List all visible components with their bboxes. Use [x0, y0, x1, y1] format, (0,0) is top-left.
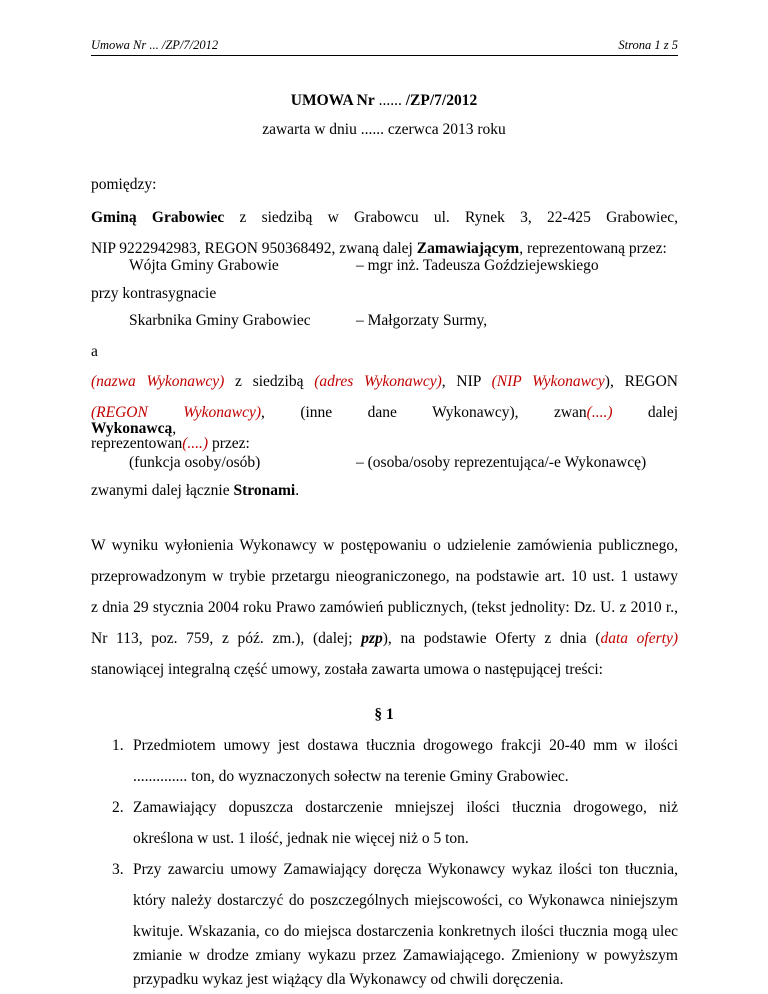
page-header [91, 38, 678, 56]
party2-line1: (nazwa Wykonawcy) z siedzibą (adres Wykonawcy), NIP (NIP Wykonawcy), REGON [91, 373, 678, 390]
header-page-number: Strona 1 z 5 [618, 38, 678, 52]
party1-rep2-role: Skarbnika Gminy Grabowiec [129, 312, 311, 329]
item-line: Przedmiotem umowy jest dostawa tłucznia drogowego frakcji 20-40 mm w ilości [133, 737, 678, 754]
intro-line4: Nr 113, poz. 759, z póź. zm.), (dalej; pzp), na podstawie Oferty z dnia (data oferty) [91, 630, 678, 647]
contract-title: UMOWA Nr ...... /ZP/7/2012 [290, 92, 478, 109]
party1-rep2-name: – Małgorzaty Surmy, [356, 312, 488, 329]
item-line: kwituje. Wskazania, co do miejsca dostarczenia konkretnych ilości tłucznia mogą ulec [133, 923, 678, 940]
item-line: określona w ust. 1 ilość, jednak nie więcej niż o 5 ton. [133, 830, 469, 847]
item-line: który należy dostarczyć do poszczególnych miejscowości, co Wykonawca niniejszym [133, 892, 678, 909]
party1-line1: Gminą Grabowiec z siedzibą w Grabowcu ul. Rynek 3, 22-425 Grabowiec, [91, 209, 678, 226]
header-contract-number: Umowa Nr ... /ZP/7/2012 [91, 38, 219, 52]
party1-line2: NIP 9222942983, REGON 950368492, zwaną dalej Zamawiającym, reprezentowaną przez: [91, 240, 667, 257]
party2-line3: reprezentowan(....) przez: [91, 435, 250, 452]
jointly-label: zwanymi dalej łącznie Stronami. [91, 482, 300, 499]
intro-line5: stanowiącej integralną część umowy, została zawarta umowa o następującej treści: [91, 661, 603, 678]
contract-subtitle: zawarta w dniu ...... czerwca 2013 roku [262, 121, 506, 138]
item-line: przypadku wykaz jest wiążący dla Wykonawcy od chwili doręczenia. [133, 971, 564, 988]
intro-line2: przeprowadzonym w trybie przetargu nieograniczonego, na podstawie art. 10 ust. 1 ustawy [91, 568, 678, 585]
between-label: pomiędzy: [91, 176, 157, 193]
intro-line3: z dnia 29 stycznia 2004 roku Prawo zamówień publicznych, (tekst jednolity: Dz. U. z 2010 r., [91, 599, 678, 616]
countersign-label: przy kontrasygnacie [91, 285, 217, 302]
item-number: 3. [112, 861, 124, 878]
item-line: zmianie w drodze zmiany wykazu przez Zamawiającego. Zmieniony w powyższym [133, 947, 678, 964]
party2-rep-name: – (osoba/osoby reprezentująca/-e Wykonawcę) [356, 454, 647, 471]
party2-line2: (REGON Wykonawcy), (inne dane Wykonawcy), zwan(....) dalej Wykonawcą, [91, 404, 679, 437]
party2-rep-role: (funkcja osoby/osób) [129, 454, 261, 471]
intro-line1: W wyniku wyłonienia Wykonawcy w postępowaniu o udzielenie zamówienia publicznego, [91, 537, 678, 554]
party1-rep1-name: – mgr inż. Tadeusza Goździejewskiego [356, 257, 599, 274]
party1-rep1-role: Wójta Gminy Grabowie [129, 257, 279, 274]
item-line: Zamawiający dopuszcza dostarczenie mniejszej ilości tłucznia drogowego, niż [133, 799, 678, 816]
item-line: Przy zawarciu umowy Zamawiający doręcza Wykonawcy wykaz ilości ton tłucznia, [133, 861, 678, 878]
and-label: a [91, 343, 98, 360]
section-heading: § 1 [374, 706, 394, 723]
item-line: .............. ton, do wyznaczonych sołectw na terenie Gminy Grabowiec. [133, 768, 569, 785]
item-number: 2. [112, 799, 124, 816]
item-number: 1. [112, 737, 124, 754]
